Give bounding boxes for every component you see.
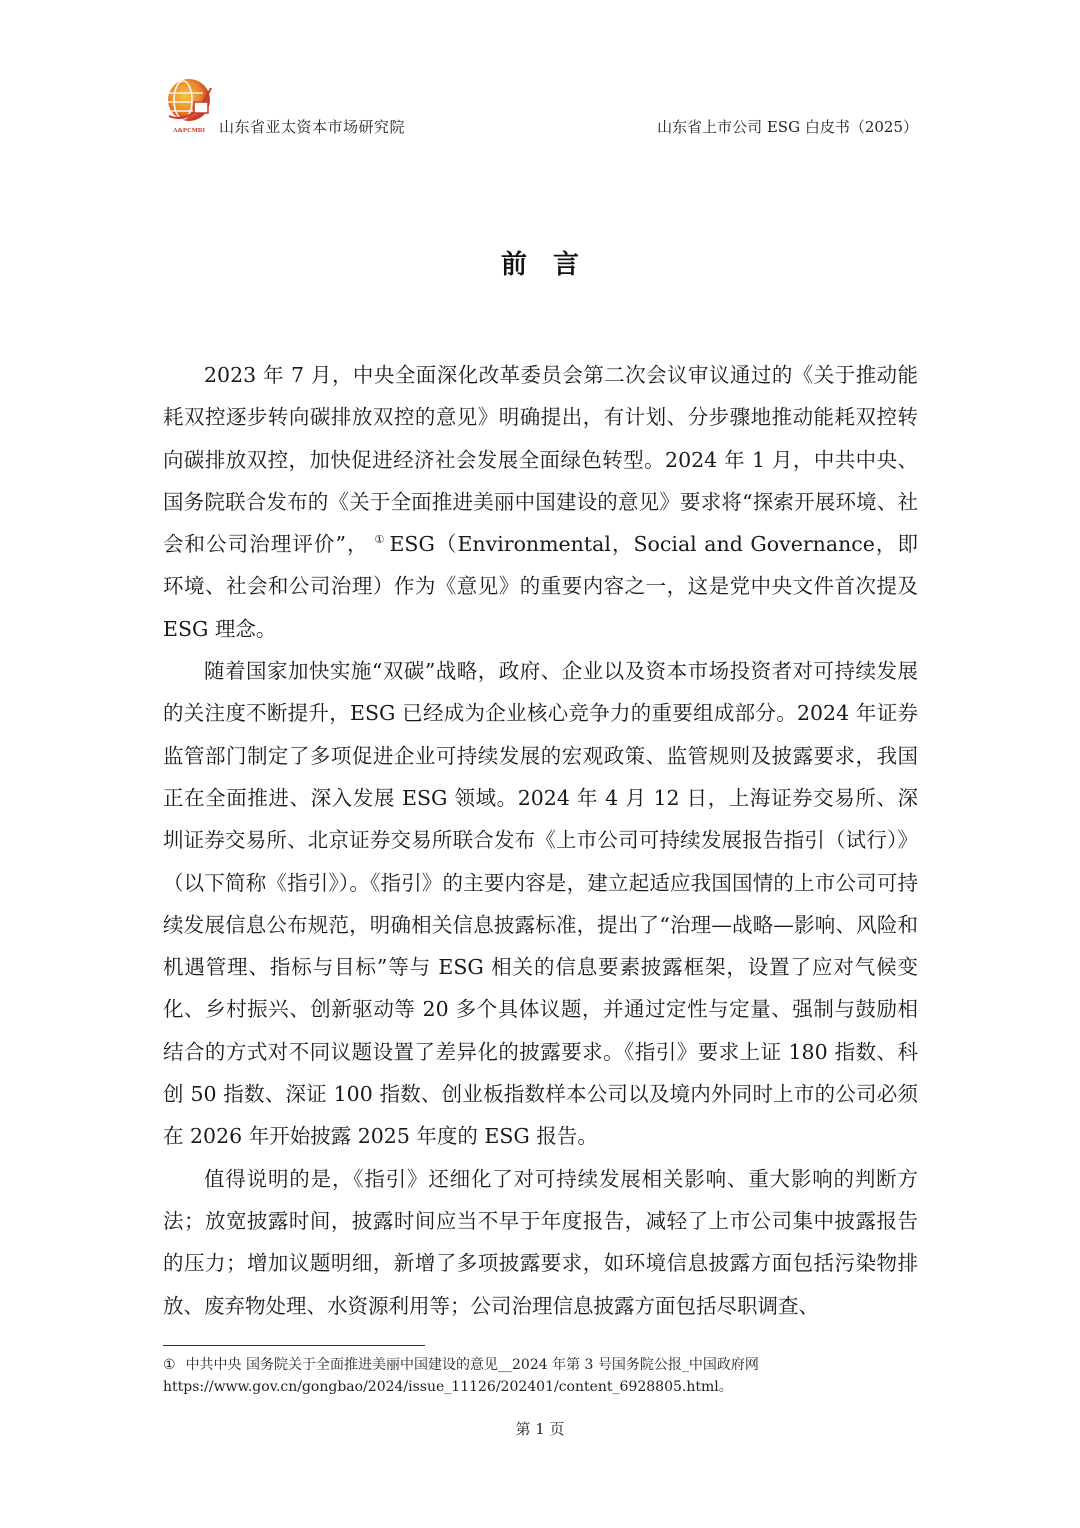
- organization-name: 山东省亚太资本市场研究院: [219, 118, 406, 136]
- logo-text: A&PCMRI: [172, 127, 206, 134]
- footnote-source: 中共中央 国务院关于全面推进美丽中国建设的意见__2024 年第 3 号国务院公报_中国政府网: [185, 1357, 759, 1373]
- footnote-reference[interactable]: ①: [374, 533, 386, 547]
- paragraph-1-part-a: 2023 年 7 月，中央全面深化改革委员会第二次会议审议通过的《关于推动能耗双控逐步转向碳排放双控的意见》明确提出，有计划、分步骤地推动能耗双控转向碳排放双控，加快促进经济社会发展全面绿色转型。2024 年 1 月，中共中央、国务院联合发布的《关于全面推进美丽中国建设的意见》要求将“探索开展环境、社会和公司治理评价”，: [163, 363, 918, 557]
- paragraph-1-part-b: ESG（Environmental，Social and Governance，即环境、社会和公司治理）作为《意见》的重要内容之一，这是党中央文件首次提及 ESG 理念。: [163, 532, 918, 641]
- page-header: [163, 78, 918, 140]
- paragraph-2: 随着国家加快实施“双碳”战略，政府、企业以及资本市场投资者对可持续发展的关注度不断提升，ESG 已经成为企业核心竞争力的重要组成部分。2024 年证券监管部门制定了多项促进企业可持续发展的宏观政策、监管规则及披露要求，我国正在全面推进、深入发展 ESG 领域。2024 年 4 月 12 日，上海证券交易所、深圳证券交易所、北京证券交易所联合发布《上市公司可持续发展报告指引（试行）》（以下简称《指引》）。《指引》的主要内容是，建立起适应我国国情的上市公司可持续发展信息公布规范，明确相关信息披露标准，提出了“治理—战略—影响、风险和机遇管理、指标与目标”等与 ESG 相关的信息要素披露框架，设置了应对气候变化、乡村振兴、创新驱动等 20 多个具体议题，并通过定性与定量、强制与鼓励相结合的方式对不同议题设置了差异化的披露要求。《指引》要求上证 180 指数、科创 50 指数、深证 100 指数、创业板指数样本公司以及境内外同时上市的公司必须在 2026 年开始披露 2025 年度的 ESG 报告。: [163, 659, 918, 1149]
- paragraph-3: 值得说明的是，《指引》还细化了对可持续发展相关影响、重大影响的判断方法；放宽披露时间，披露时间应当不早于年度报告，减轻了上市公司集中披露报告的压力；增加议题明细，新增了多项披露要求，如环境信息披露方面包括污染物排放、废弃物处理、水资源利用等；公司治理信息披露方面包括尽职调查、: [163, 1166, 918, 1318]
- document-title: 山东省上市公司 ESG 白皮书（2025）: [657, 118, 918, 136]
- footnote-divider: [163, 1345, 425, 1346]
- footnote-line-1: [163, 1354, 918, 1376]
- page-title: 前言: [500, 250, 605, 280]
- body-text: [163, 354, 918, 1327]
- page-number: 第 1 页: [515, 1420, 565, 1438]
- footnote-url[interactable]: https://www.gov.cn/gongbao/2024/issue_11126/202401/content_6928805.html。: [163, 1379, 733, 1395]
- footnote: [163, 1354, 918, 1398]
- paragraph-1: [163, 354, 918, 650]
- organization-logo: [163, 78, 215, 136]
- footnote-mark: ①: [163, 1357, 176, 1373]
